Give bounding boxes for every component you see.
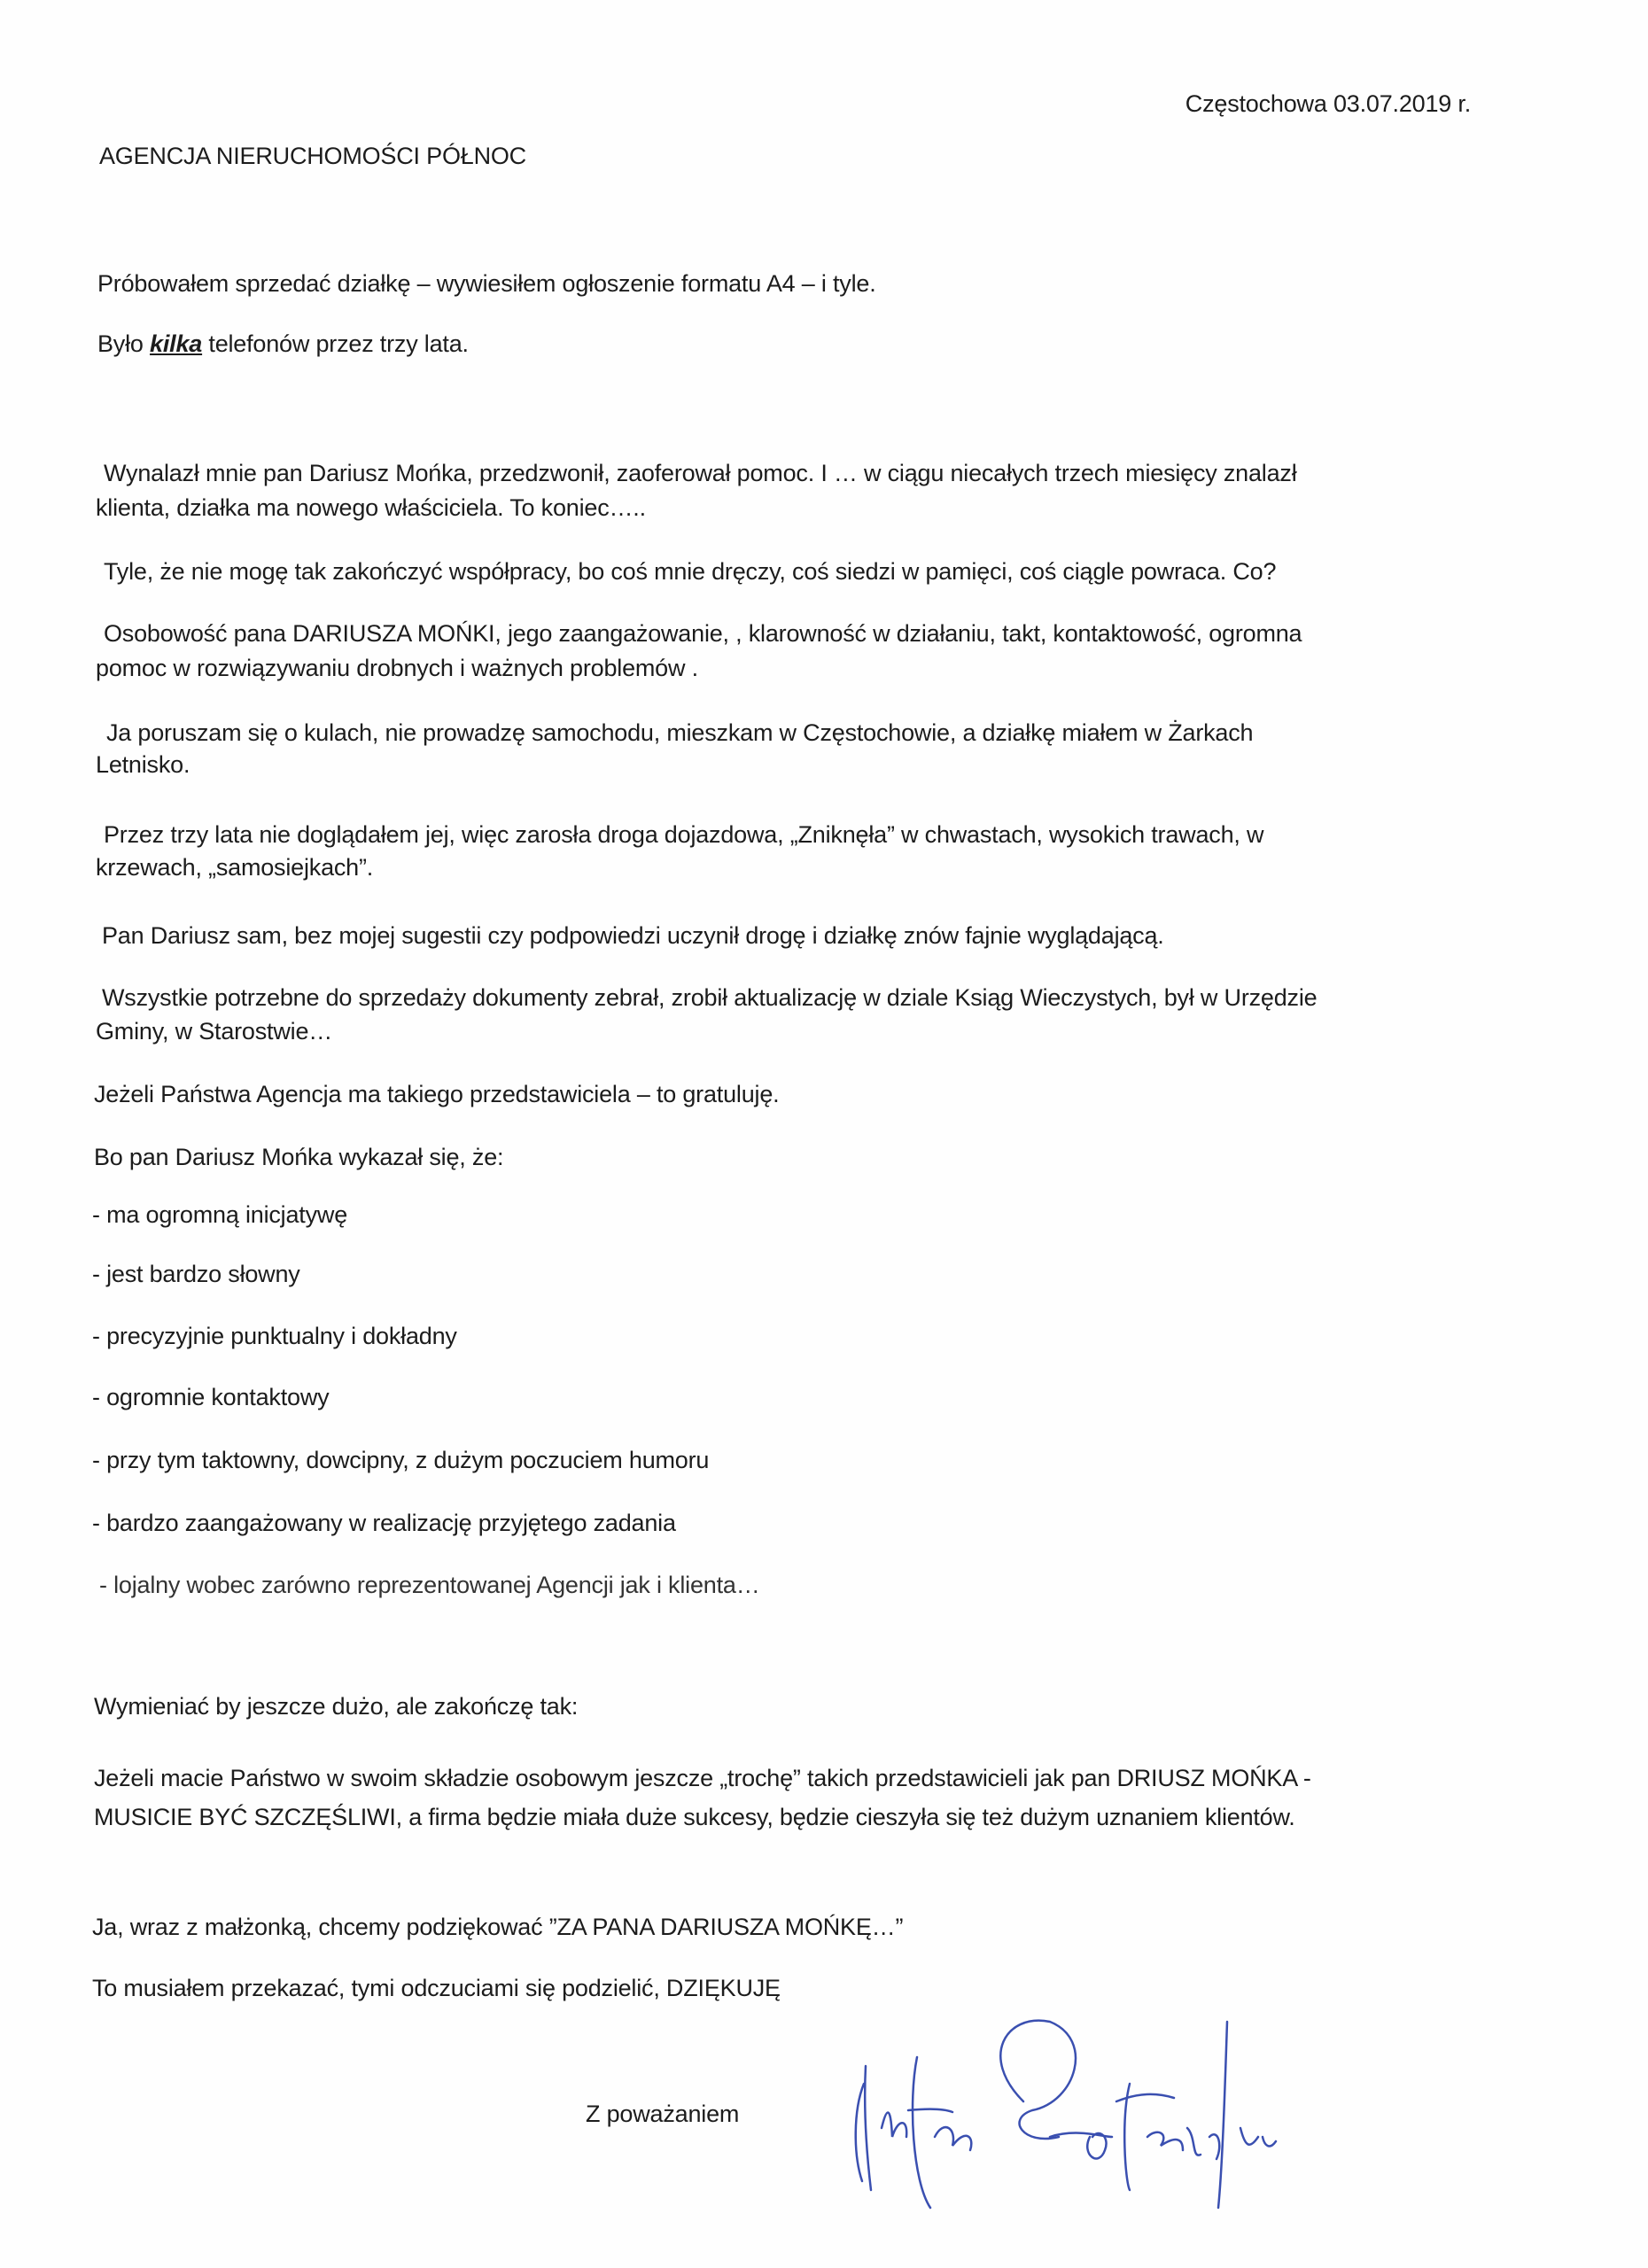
signature-stroke bbox=[1116, 2084, 1174, 2190]
recipient: AGENCJA NIERUCHOMOŚCI PÓŁNOC bbox=[99, 143, 526, 169]
paragraph-3-line-1: Wynalazł mnie pan Dariusz Mońka, przedzwonił, zaoferował pomoc. I … w ciągu niecałych trzech miesięcy znalazł bbox=[104, 460, 1297, 486]
paragraph-5-line-1: Osobowość pana DARIUSZA MOŃKI, jego zaangażowanie, , klarowność w działaniu, takt, kontaktowość, ogromna bbox=[104, 620, 1302, 647]
signature-stroke bbox=[1000, 2021, 1076, 2139]
paragraph-7-line-2: krzewach, „samosiejkach”. bbox=[96, 854, 374, 881]
signature-stroke bbox=[1209, 2022, 1227, 2208]
paragraph-10: Jeżeli Państwa Agencja ma takiego przedstawiciela – to gratuluję. bbox=[94, 1081, 780, 1107]
text: telefonów przez trzy lata. bbox=[202, 330, 469, 357]
paragraph-13-line-1: Jeżeli macie Państwo w swoim składzie osobowym jeszcze „trochę” takich przedstawicieli jak pan DRIUSZ MOŃKA - bbox=[94, 1765, 1311, 1791]
trait-item: - ma ogromną inicjatywę bbox=[92, 1201, 348, 1228]
paragraph-3-line-2: klienta, działka ma nowego właściciela. To koniec….. bbox=[96, 494, 646, 521]
paragraph-13-line-2: MUSICIE BYĆ SZCZĘŚLIWI, a firma będzie miała duże sukcesy, będzie cieszyła się też dużym uznaniem klientów. bbox=[94, 1804, 1295, 1830]
date-line: Częstochowa 03.07.2019 r. bbox=[1185, 90, 1471, 117]
paragraph-1: Próbowałem sprzedać działkę – wywiesiłem ogłoszenie formatu A4 – i tyle. bbox=[97, 270, 876, 297]
paragraph-9-line-1: Wszystkie potrzebne do sprzedaży dokumenty zebrał, zrobił aktualizację w dziale Ksiąg Wieczystych, był w Urzędzie bbox=[102, 984, 1318, 1011]
trait-item: - precyzyjnie punktualny i dokładny bbox=[92, 1323, 457, 1349]
paragraph-15: To musiałem przekazać, tymi odczuciami się podzielić, DZIĘKUJĘ bbox=[92, 1975, 781, 2001]
paragraph-9-line-2: Gminy, w Starostwie… bbox=[96, 1018, 333, 1045]
paragraph-14: Ja, wraz z małżonką, chcemy podziękować ”ZA PANA DARIUSZA MOŃKĘ…” bbox=[92, 1914, 904, 1940]
paragraph-6-line-2: Letnisko. bbox=[96, 751, 190, 778]
signature-stroke bbox=[908, 2057, 952, 2208]
trait-item: - przy tym taktowny, dowcipny, z dużym poczuciem humoru bbox=[92, 1447, 710, 1473]
closing: Z poważaniem bbox=[586, 2101, 740, 2127]
trait-item: - jest bardzo słowny bbox=[92, 1261, 300, 1287]
trait-item: - bardzo zaangażowany w realizację przyjętego zadania bbox=[92, 1510, 676, 1536]
signature-stroke bbox=[935, 2127, 971, 2150]
trait-item: - lojalny wobec zarówno reprezentowanej Agencji jak i klienta… bbox=[99, 1572, 760, 1598]
paragraph-4: Tyle, że nie mogę tak zakończyć współpracy, bo coś mnie dręczy, coś siedzi w pamięci, coś ciągle powraca. Co? bbox=[104, 558, 1277, 585]
paragraph-12: Wymieniać by jeszcze dużo, ale zakończę tak: bbox=[94, 1693, 579, 1720]
signature-stroke bbox=[1087, 2133, 1106, 2158]
paragraph-2 bbox=[97, 329, 469, 359]
signature-stroke bbox=[856, 2066, 871, 2190]
signature-stroke bbox=[1240, 2128, 1276, 2146]
emphasis-text: kilka bbox=[150, 330, 203, 357]
paragraph-6-line-1: Ja poruszam się o kulach, nie prowadzę samochodu, mieszkam w Częstochowie, a działkę miałem w Żarkach bbox=[106, 719, 1254, 746]
paragraph-11: Bo pan Dariusz Mońka wykazał się, że: bbox=[94, 1144, 504, 1170]
trait-item: - ogromnie kontaktowy bbox=[92, 1384, 330, 1410]
paragraph-7-line-1: Przez trzy lata nie doglądałem jej, więc zarosła droga dojazdowa, „Zniknęła” w chwastach, wysokich trawach, w bbox=[104, 821, 1264, 848]
signature-stroke bbox=[882, 2113, 906, 2138]
handwritten-signature bbox=[846, 2004, 1342, 2217]
text: Było bbox=[97, 330, 151, 357]
paragraph-8: Pan Dariusz sam, bez mojej sugestii czy podpowiedzi uczynił drogę i działkę znów fajnie wyglądającą. bbox=[102, 922, 1164, 949]
paragraph-5-line-2: pomoc w rozwiązywaniu drobnych i ważnych problemów . bbox=[96, 655, 698, 681]
signature-stroke bbox=[1147, 2128, 1201, 2155]
